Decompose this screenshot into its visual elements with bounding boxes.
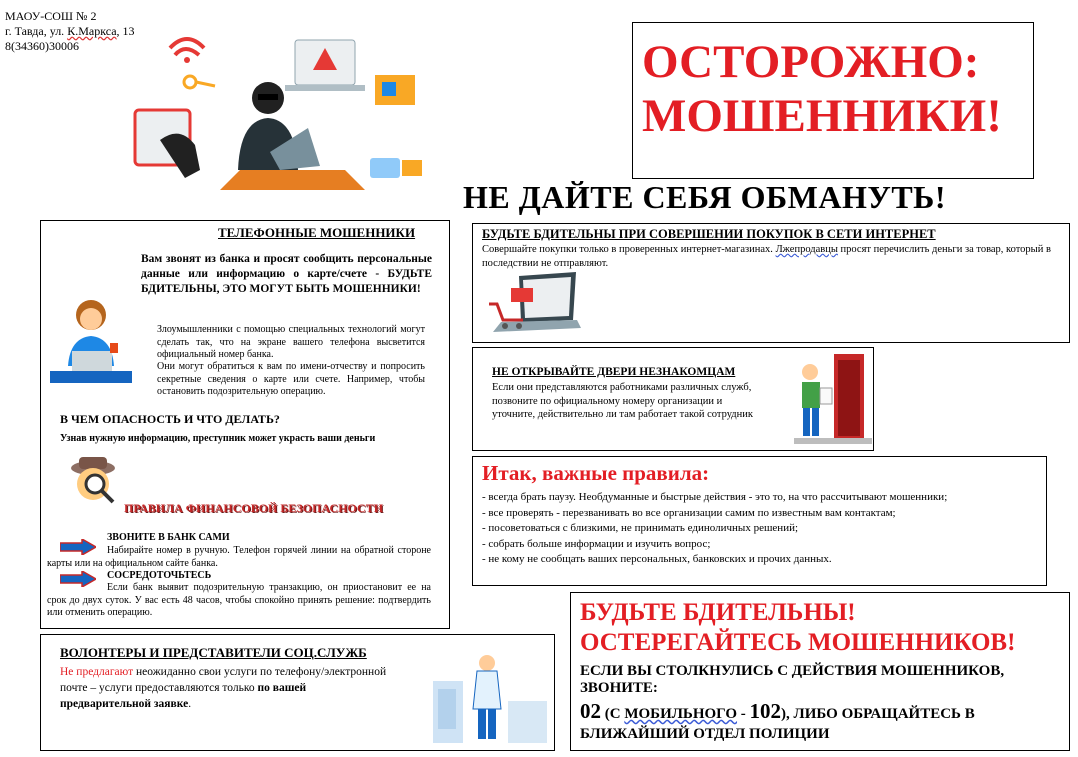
phone-102: 102 [749,699,782,723]
rules-item: - всегда брать паузу. Необдуманные и быстрые действия - это то, на что рассчитывают мошенники; [482,491,948,503]
rules-item: - собрать больше информации и изучить вопрос; [482,537,711,550]
online-shopping-title: БУДЬТЕ БДИТЕЛЬНЫ ПРИ СОВЕРШЕНИИ ПОКУПОК В СЕТИ ИНТЕРНЕТ [482,227,936,241]
doors-title: НЕ ОТКРЫВАЙТЕ ДВЕРИ НЕЗНАКОМЦАМ [492,366,736,378]
alert-phones: 02 (С МОБИЛЬНОГО - 102), ЛИБО ОБРАЩАЙТЕСЬ В БЛИЖАЙШИЙ ОТДЕЛ ПОЛИЦИИ [580,699,975,742]
door-illustration [794,352,872,448]
school-phone: 8(34360)30006 [5,39,79,53]
alert-line1: БУДЬТЕ БДИТЕЛЬНЫ! [580,599,856,626]
rules-item: - посоветоваться с близкими, не принимать единоличных решений; [482,522,799,534]
detective-icon [65,454,121,506]
rules-title: ПРАВИЛА ФИНАНСОВОЙ БЕЗОПАСНОСТИ [124,501,384,515]
school-info [5,9,135,54]
rules-heading: Итак, важные правила: [482,461,710,485]
rules-item: - не кому не сообщать ваших персональных, банковских и прочих данных. [482,553,832,565]
online-shopping-text: Совершайте покупки только в проверенных интернет-магазинах. Лжепродавцы просят перечислить деньги за товар, который в последствии не отправляют. [482,244,1051,269]
alert-box [570,592,1070,751]
phone-scam-box [40,220,450,629]
phone-02: 02 [580,699,601,723]
volunteers-text: Не предлагают неожиданно свои услуги по телефону/электронной почте – услуги предоставляются только по вашей предварительной заявке. [60,666,387,710]
phone-scam-p2: Они могут обратиться к вам по имени-отчеству и попросить секретные сведения о карте или счете. Например, чтобы остановить подозрительную операцию. [157,361,425,397]
alert-line3: ЕСЛИ ВЫ СТОЛКНУЛИСЬ С ДЕЙСТВИЯ МОШЕННИКОВ, ЗВОНИТЕ: [580,663,1005,696]
laptop-cart-illustration [481,270,581,340]
volunteers-title: ВОЛОНТЕРЫ И ПРЕДСТАВИТЕЛИ СОЦ.СЛУЖБ [60,645,367,660]
danger-title: В ЧЕМ ОПАСНОСТЬ И ЧТО ДЕЛАТЬ? [60,412,280,426]
online-shopping-box [472,223,1070,343]
operator-illustration [50,291,132,383]
hacker-illustration [130,20,430,212]
doors-text: Если они представляются работниками различных служб, позвоните по официальному номеру организации и уточните, действительно ли там работает такой сотрудник [492,382,753,420]
rule1-text: Набирайте номер в ручную. Телефон горячей линии на обратной стороне карты или на официальном сайте банка. [47,545,431,569]
rules-item: - все проверять - перезванивать во все организации самим по известным вам контактам; [482,506,896,519]
headline: ОСТОРОЖНО: МОШЕННИКИ! [642,36,1002,142]
volunteer-illustration [433,641,547,743]
volunteers-box [40,634,555,751]
rules-list [482,490,1036,568]
phone-scam-title: ТЕЛЕФОННЫЕ МОШЕННИКИ [218,225,416,240]
rule2-title: СОСРЕДОТОЧЬТЕСЬ [107,570,212,581]
school-address: г. Тавда, ул. К.Маркса, 13 [5,24,135,38]
headline-box [632,22,1034,179]
alert-line2: ОСТЕРЕГАЙТЕСЬ МОШЕННИКОВ! [580,629,1016,656]
phone-scam-intro: Вам звонят из банка и просят сообщить персональные данные или информацию о карте/счете - БУДЬТЕ БДИТЕЛЬНЫ, ЭТО МОГУТ БЫТЬ МОШЕННИКИ! [141,253,432,295]
danger-text: Узнав нужную информацию, преступник может украсть ваши деньги [60,433,376,444]
subheadline: НЕ ДАЙТЕ СЕБЯ ОБМАНУТЬ! [463,179,946,215]
phone-scam-p1: Злоумышленники с помощью специальных технологий могут сделать так, что на экране вашего телефона высветится официальный номер банка. [157,324,425,360]
rule2-text: Если банк выявит подозрительную транзакцию, он приостановит ее на срок до двух суток. У вас есть 48 часов, чтобы спокойно принять решение: подтвердить или отменить операцию. [47,582,431,618]
doors-box [472,347,874,451]
school-name: МАОУ-СОШ № 2 [5,9,97,23]
rule1-title: ЗВОНИТЕ В БАНК САМИ [107,532,230,543]
rules-box [472,456,1047,586]
